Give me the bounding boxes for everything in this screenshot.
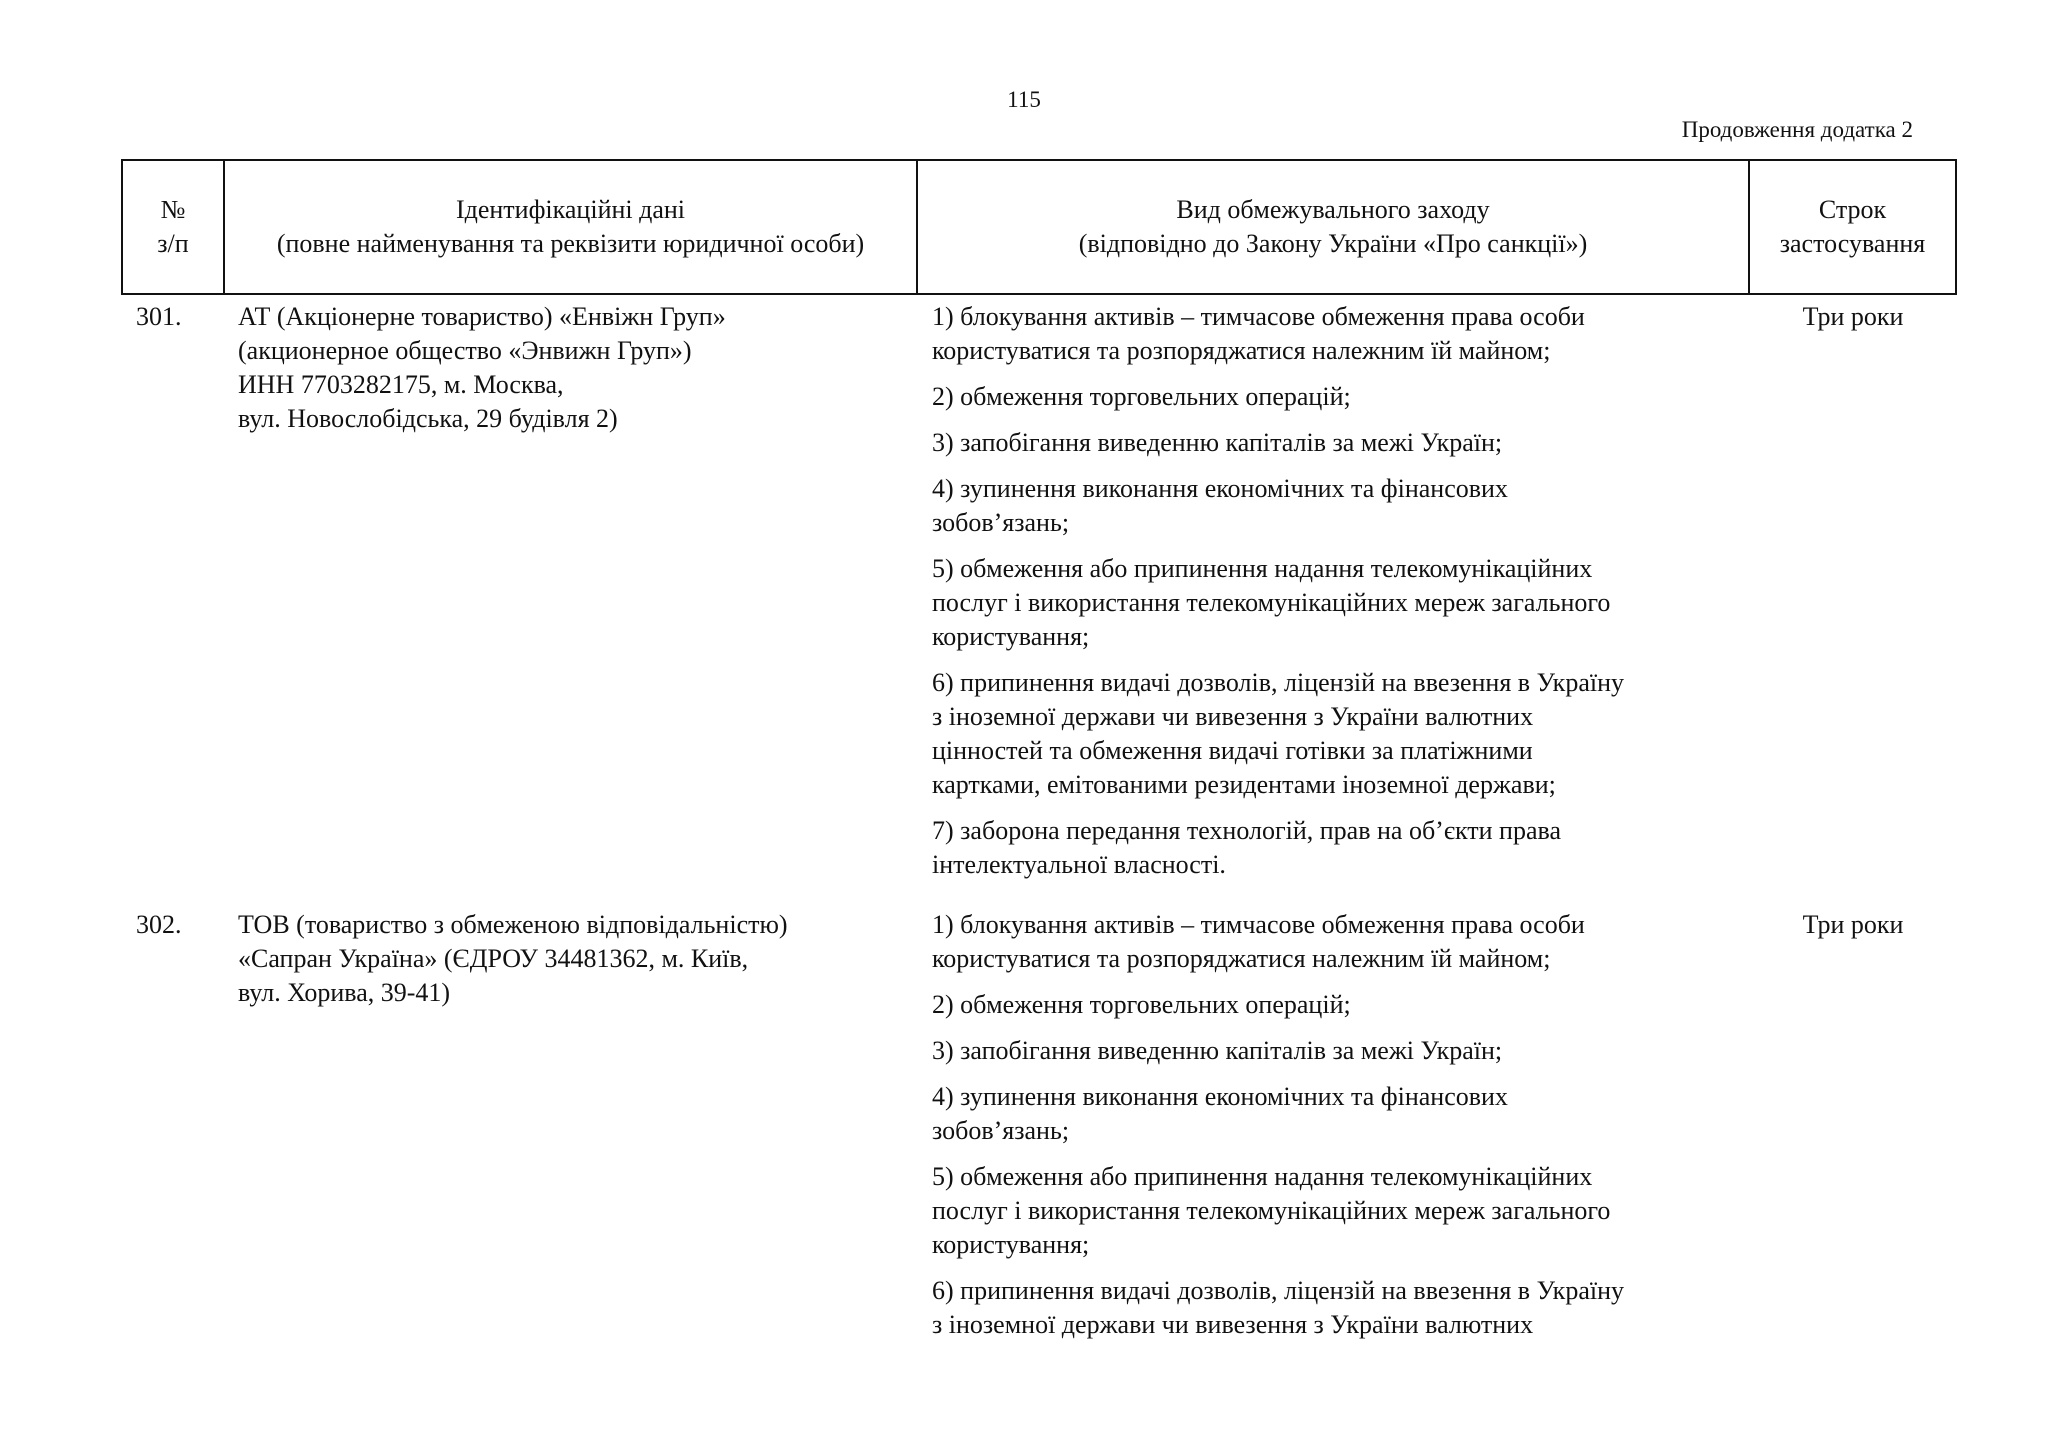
- header-measure-type-label: Вид обмежувального заходу (відповідно до Закону України «Про санкції»): [1078, 195, 1588, 258]
- measure-item: 6) припинення видачі дозволів, ліцензій на ввезення в Україну з іноземної держави чи вивезення з України валютних цінностей та обмеження видачі готівки за платіжними картками, емітованими резидентами іноземної держави;: [932, 668, 1624, 799]
- measure-item: 3) запобігання виведенню капіталів за межі Україн;: [932, 1036, 1503, 1065]
- header-identification: [225, 161, 918, 293]
- header-term-label: Строк застосування: [1779, 195, 1926, 258]
- row-term: Три роки: [1802, 910, 1904, 939]
- row-number: 301.: [136, 302, 182, 331]
- measure-item: 2) обмеження торговельних операцій;: [932, 990, 1351, 1019]
- row-term: Три роки: [1802, 302, 1904, 331]
- header-number-label: № з/п: [157, 195, 189, 258]
- measure-item: 6) припинення видачі дозволів, ліцензій на ввезення в Україну з іноземної держави чи вивезення з України валютних: [932, 1276, 1624, 1339]
- row-measures: [932, 908, 1752, 1354]
- measure-item: 5) обмеження або припинення надання телекомунікаційних послуг і використання телекомунікаційних мереж загального користування;: [932, 554, 1611, 651]
- measure-item: 7) заборона передання технологій, прав на об’єкти права інтелектуальної власності.: [932, 816, 1561, 879]
- row-measures: [932, 300, 1752, 894]
- header-identification-label: Ідентифікаційні дані (повне найменування та реквізити юридичної особи): [276, 195, 865, 258]
- measure-item: 1) блокування активів – тимчасове обмеження права особи користуватися та розпоряджатися належним їй майном;: [932, 302, 1585, 365]
- measure-item: 4) зупинення виконання економічних та фінансових зобов’язань;: [932, 474, 1508, 537]
- measure-item: 2) обмеження торговельних операцій;: [932, 382, 1351, 411]
- page-number: 115: [1007, 87, 1041, 112]
- measure-item: 4) зупинення виконання економічних та фінансових зобов’язань;: [932, 1082, 1508, 1145]
- row-identification: АТ (Акціонерне товариство) «Енвіжн Груп» (акционерное общество «Энвижн Груп») ИНН 7703282175, м. Москва, вул. Новослобідська, 29 будівля 2): [238, 302, 726, 433]
- header-term: [1750, 161, 1955, 293]
- measure-item: 3) запобігання виведенню капіталів за межі Україн;: [932, 428, 1503, 457]
- measure-item: 5) обмеження або припинення надання телекомунікаційних послуг і використання телекомунікаційних мереж загального користування;: [932, 1162, 1611, 1259]
- measure-item: 1) блокування активів – тимчасове обмеження права особи користуватися та розпоряджатися належним їй майном;: [932, 910, 1585, 973]
- header-number: [123, 161, 225, 293]
- continuation-label: Продовження додатка 2: [1681, 117, 1913, 142]
- table-header: [121, 159, 1957, 295]
- row-identification: ТОВ (товариство з обмеженою відповідальністю) «Сапран Україна» (ЄДРОУ 34481362, м. Київ, вул. Хорива, 39-41): [238, 910, 788, 1007]
- row-number: 302.: [136, 910, 182, 939]
- header-measure-type: [918, 161, 1750, 293]
